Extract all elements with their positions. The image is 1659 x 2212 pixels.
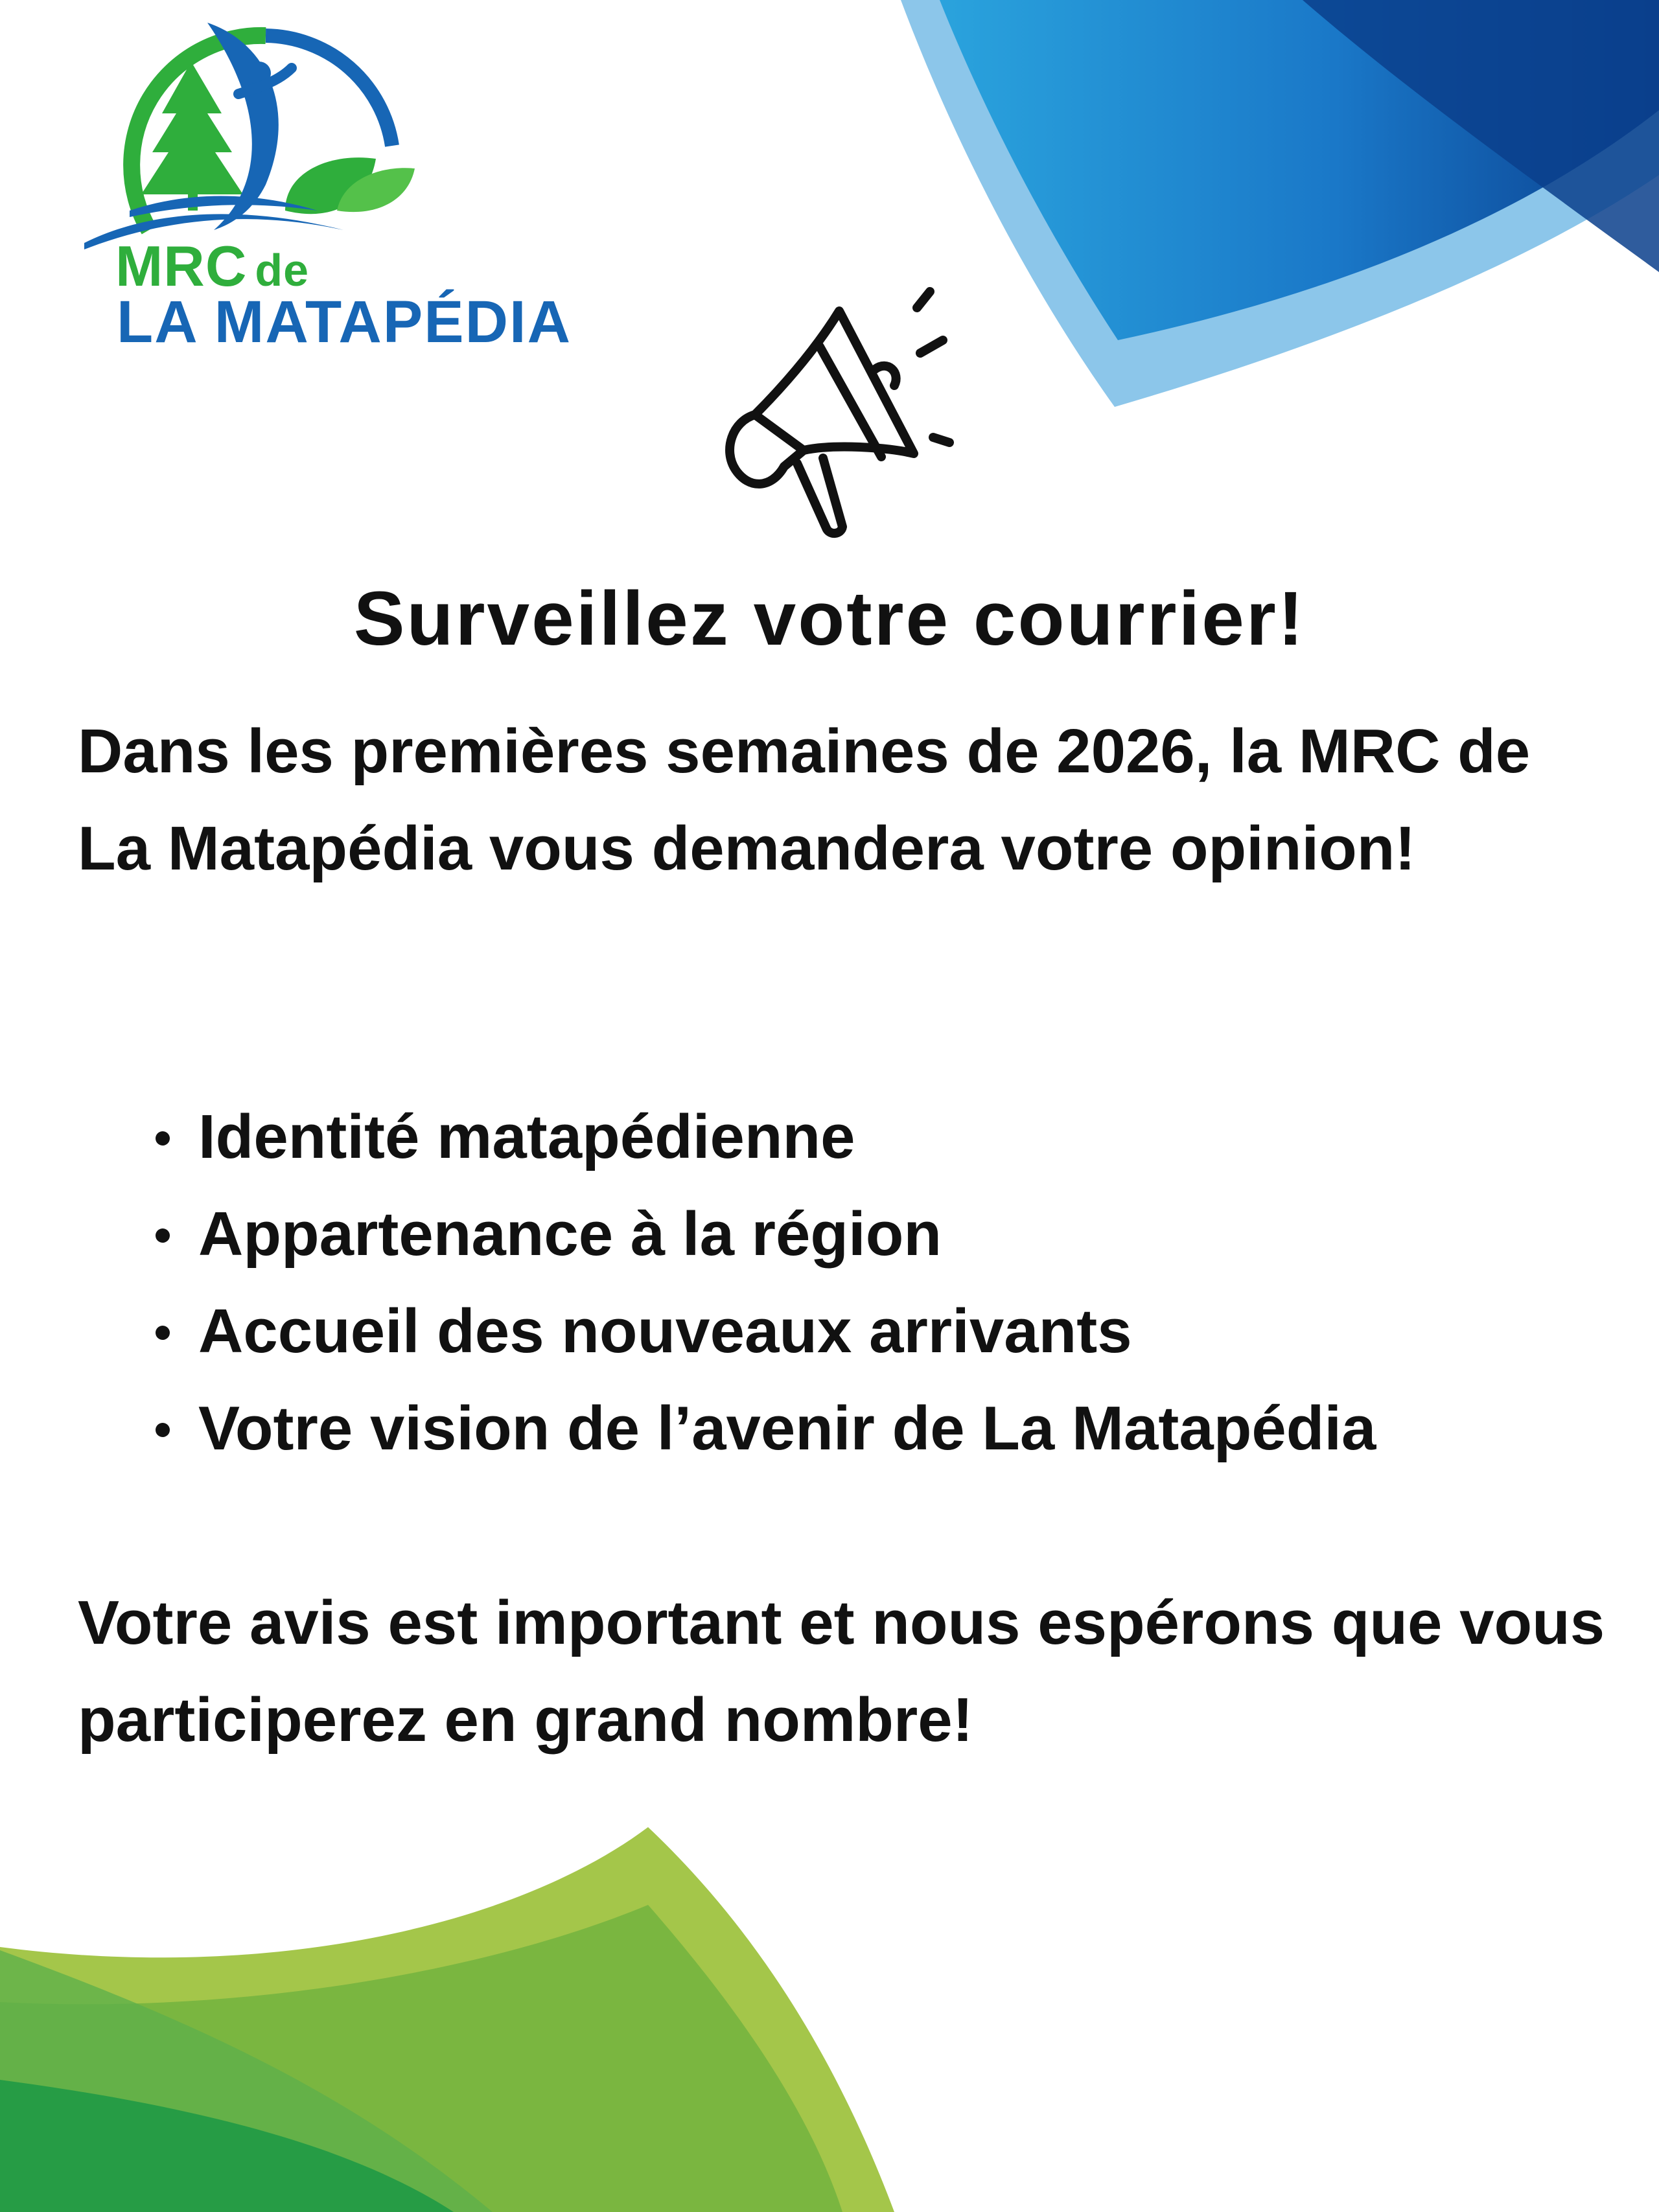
list-item (156, 1089, 1376, 1186)
list-item-label: Identité matapédienne (198, 1102, 855, 1171)
tree-person-leaf-logo-icon (71, 16, 642, 249)
topics-list (156, 1089, 1376, 1477)
list-item (156, 1283, 1376, 1380)
bullet-icon (156, 1228, 170, 1243)
logo-mrc-text: MRC (115, 234, 248, 298)
list-item-label: Votre vision de l’avenir de La Matapédia (198, 1394, 1376, 1463)
list-item (156, 1186, 1376, 1283)
headline: Surveillez votre courrier! (353, 576, 1306, 662)
megaphone-icon (693, 275, 966, 547)
logo-de-text: de (255, 245, 310, 295)
list-item (156, 1380, 1376, 1477)
bullet-icon (156, 1326, 170, 1340)
intro-paragraph: Dans les premières semaines de 2026, la MRC de La Matapédia vous demandera votre opinion! (78, 717, 1531, 883)
outro-paragraph: Votre avis est important et nous espérons que vous participerez en grand nombre! (78, 1588, 1605, 1755)
list-item-label: Accueil des nouveaux arrivants (198, 1296, 1132, 1366)
logo-line2: LA MATAPÉDIA (117, 289, 572, 355)
bullet-icon (156, 1131, 170, 1146)
bullet-icon (156, 1423, 170, 1437)
mrc-logo (71, 16, 642, 355)
list-item-label: Appartenance à la région (198, 1199, 942, 1269)
